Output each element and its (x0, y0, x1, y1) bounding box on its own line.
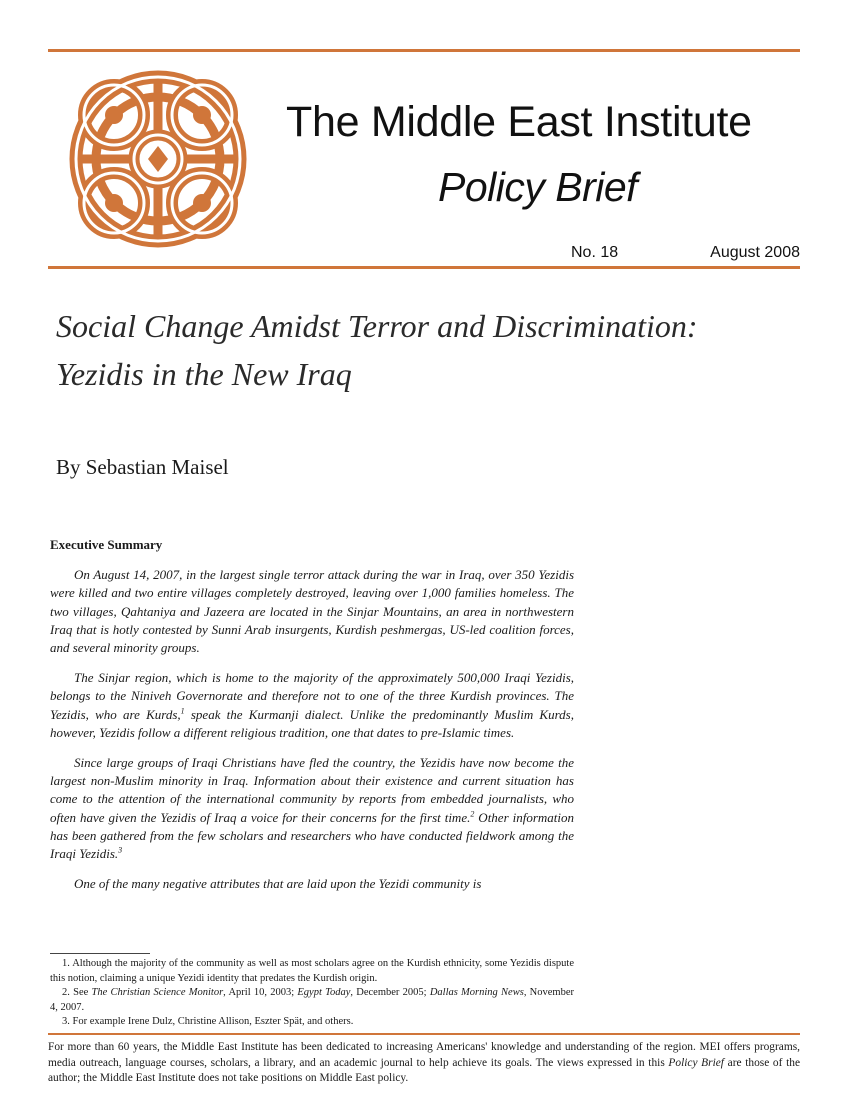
footnote-text: , April 10, 2003; (223, 987, 298, 998)
series-title: Policy Brief (438, 164, 638, 210)
article-title (56, 302, 816, 398)
source-title: The Christian Science Monitor (91, 987, 224, 998)
mission-text: For more than 60 years, the Middle East Institute has been dedicated to increasing Americans' knowledge and understanding of the region. MEI offers programs, media outreach, language courses, scholars, a library, and an academic journal to help achieve its goals. The views expressed in this (48, 1041, 800, 1069)
executive-summary (50, 536, 574, 905)
paragraph-text: The Sinjar region, which is home to the majority of the approximately 500,000 Iraqi Yezidis, belongs to the Niniveh Governorate and therefore not to one of the three Kurdish provinces. The Yezidis, who are Kurds, (50, 670, 574, 722)
interlaced-knot-logo-icon (52, 58, 264, 260)
footer-rule (48, 1033, 800, 1035)
summary-paragraph-3 (50, 754, 574, 863)
header-top-rule (48, 49, 800, 52)
paragraph-text: Other information has been gathered from the few scholars and researchers who have conducted fieldwork among the Iraqi Yezidis. (50, 809, 574, 862)
footnote-ref-3[interactable]: 3 (118, 845, 123, 855)
footnote-2 (50, 986, 574, 1015)
footer-mission-statement (48, 1040, 800, 1087)
issue-number: No. 18 (571, 244, 619, 261)
article-title-line-2: Yezidis in the New Iraq (56, 356, 352, 392)
issue-date: August 2008 (710, 244, 800, 261)
footnote-3: 3. For example Irene Dulz, Christine Allison, Eszter Spät, and others. (62, 1016, 354, 1027)
paragraph-text: Since large groups of Iraqi Christians have fled the country, the Yezidis have now become the largest non-Muslim minority in Iraq. Information about their existence and current situation has come to the attention of the international community by reports from embedded journalists, who often have given the Yezidis of Iraq a voice for their concerns for the first time. (50, 755, 574, 825)
footnote-ref-1[interactable]: 1 (180, 706, 185, 716)
source-title: Egypt Today (297, 987, 351, 998)
mission-emphasis: Policy Brief (668, 1056, 724, 1069)
footnotes (50, 957, 574, 1030)
footnote-text: 2. See (62, 987, 92, 998)
footnote-text: , December 2005; (350, 987, 430, 998)
footnote-divider (50, 953, 150, 954)
article-title-line-1: Social Change Amidst Terror and Discrimination: (56, 308, 698, 344)
paragraph-text: speak the Kurmanji dialect. Unlike the predominantly Muslim Kurds, however, Yezidis follow a different religious tradition, one that dates to pre-Islamic times. (50, 706, 574, 740)
byline: By Sebastian Maisel (56, 455, 229, 479)
summary-paragraph-1: On August 14, 2007, in the largest single terror attack during the war in Iraq, over 350 Yezidis were killed and two entire villages completely destroyed, leaving over 1,000 families homeless. The two villages, Qahtaniya and Jazeera are located in the Sinjar Mountains, an area in northwestern Iraq that is hotly contested by Sunni Arab insurgents, Kurdish peshmergas, US-led coalition forces, and several minority groups. (50, 567, 574, 656)
summary-paragraph-2 (50, 669, 574, 742)
footnote-1: 1. Although the majority of the community as well as most scholars agree on the Kurdish ethnicity, some Yezidis dispute this notion, claiming a unique Yezidi identity that predates the Kurdish origin. (50, 958, 574, 984)
header-bottom-rule (48, 266, 800, 269)
footnote-text: , November 4, 2007. (50, 987, 574, 1013)
source-title: Dallas Morning News (429, 987, 524, 998)
institute-name: The Middle East Institute (286, 98, 752, 146)
summary-paragraph-4: One of the many negative attributes that are laid upon the Yezidi community is (74, 876, 482, 892)
section-heading: Executive Summary (50, 537, 163, 552)
footnote-ref-2[interactable]: 2 (470, 809, 475, 819)
mission-text: are those of the author; the Middle East Institute does not take positions on Middle East policy. (48, 1056, 800, 1084)
